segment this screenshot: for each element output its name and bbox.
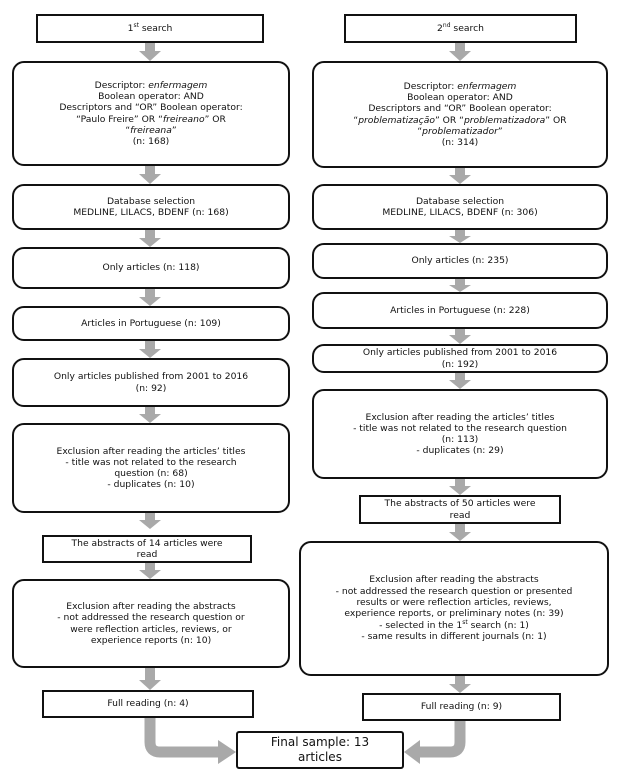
right-exclusion-titles-line2: - title was not related to the research question <box>353 422 567 434</box>
left-exclusion-abstracts-line3: were reflection articles, reviews, or <box>70 623 232 635</box>
arrow-left-5 <box>139 341 161 358</box>
left-portuguese-label: Articles in Portuguese (n: 109) <box>81 317 221 329</box>
right-full-reading-box <box>362 693 561 721</box>
right-database-box <box>312 184 608 230</box>
merge-arrow-left-head <box>218 740 236 764</box>
final-sample-box <box>236 731 404 769</box>
right-exclusion-abstracts-line2: - not addressed the research question or presented <box>335 585 573 597</box>
arrow-right-9 <box>449 676 471 693</box>
arrow-left-9 <box>139 668 161 690</box>
arrow-left-1 <box>139 43 161 61</box>
right-exclusion-abstracts-line6: - same results in different journals (n: 1) <box>361 631 547 643</box>
left-exclusion-abstracts-line2: - not addressed the research question or <box>57 612 245 624</box>
arrow-left-2 <box>139 166 161 184</box>
right-search-box <box>344 14 577 43</box>
right-published-box <box>312 344 608 373</box>
arrow-right-7 <box>449 479 471 495</box>
right-exclusion-titles-line4: - duplicates (n: 29) <box>416 445 504 457</box>
right-descriptor-line4: “problematização” OR “problematizadora” OR <box>353 114 567 126</box>
right-descriptor-line1: Descriptor: enfermagem <box>403 80 517 92</box>
right-search-label: 2nd search <box>437 22 484 35</box>
left-database-line2: MEDLINE, LILACS, BDENF (n: 168) <box>73 207 229 218</box>
right-database-line1: Database selection <box>415 195 505 207</box>
right-database-line2: MEDLINE, LILACS, BDENF (n: 306) <box>382 207 538 218</box>
right-abstracts-line2: read <box>449 509 471 521</box>
left-published-box <box>12 358 290 407</box>
left-exclusion-titles-box <box>12 423 290 513</box>
left-abstracts-box <box>42 535 252 563</box>
right-published-line1: Only articles published from 2001 to 2016 <box>362 347 558 359</box>
left-exclusion-titles-line1: Exclusion after reading the articles’ titles <box>56 445 246 457</box>
left-database-line1: Database selection <box>106 195 196 207</box>
arrow-right-2 <box>449 168 471 184</box>
arrow-right-1 <box>449 43 471 61</box>
right-exclusion-abstracts-line3: results or were reflection articles, reviews, <box>356 596 552 608</box>
left-published-line2: (n: 92) <box>135 382 167 394</box>
arrow-left-7 <box>139 513 161 529</box>
right-descriptor-line2: Boolean operator: AND <box>407 92 513 104</box>
right-descriptor-line3: Descriptors and “OR” Boolean operator: <box>368 103 552 115</box>
left-exclusion-titles-line2: - title was not related to the research <box>65 456 237 468</box>
merge-arrow-right-line <box>420 718 460 752</box>
left-descriptor-box <box>12 61 290 166</box>
left-descriptor-line2: Boolean operator: AND <box>98 91 204 103</box>
left-search-label: 1st search <box>127 22 173 35</box>
left-descriptor-line3: Descriptors and “OR” Boolean operator: <box>59 102 243 114</box>
final-sample-line1: Final sample: 13 <box>270 735 370 749</box>
merge-arrow-left-line <box>150 718 220 752</box>
left-abstracts-line2: read <box>136 549 158 560</box>
right-exclusion-abstracts-line1: Exclusion after reading the abstracts <box>369 574 539 586</box>
left-search-box <box>36 14 264 43</box>
left-database-box <box>12 184 290 230</box>
right-exclusion-titles-box <box>312 389 608 479</box>
left-exclusion-abstracts-line1: Exclusion after reading the abstracts <box>66 601 236 613</box>
right-portuguese-label: Articles in Portuguese (n: 228) <box>390 304 530 316</box>
right-portuguese-box <box>312 292 608 329</box>
arrow-right-6 <box>449 373 471 389</box>
left-exclusion-titles-line4: - duplicates (n: 10) <box>107 479 195 491</box>
arrow-left-6 <box>139 407 161 423</box>
merge-arrow-right-head <box>404 740 420 764</box>
right-published-line2: (n: 192) <box>441 358 479 370</box>
arrow-left-3 <box>139 230 161 247</box>
final-sample-line2: articles <box>298 750 342 764</box>
right-descriptor-line5: “problematizador” <box>417 125 503 137</box>
left-exclusion-abstracts-line4: experience reports (n: 10) <box>90 634 212 646</box>
right-only-articles-box <box>312 243 608 279</box>
arrow-right-8 <box>449 524 471 541</box>
right-exclusion-abstracts-box <box>299 541 609 676</box>
right-exclusion-abstracts-line4: experience reports, or preliminary notes (n: 39) <box>344 607 564 619</box>
right-descriptor-count: (n: 314) <box>441 136 479 148</box>
right-exclusion-titles-line3: (n: 113) <box>441 434 479 445</box>
arrow-left-4 <box>139 289 161 306</box>
right-abstracts-box <box>359 495 561 524</box>
left-full-reading-label: Full reading (n: 4) <box>107 698 189 710</box>
arrow-right-4 <box>449 279 471 292</box>
right-descriptor-box <box>312 61 608 168</box>
right-exclusion-titles-line1: Exclusion after reading the articles’ titles <box>365 411 555 423</box>
left-abstracts-line1: The abstracts of 14 articles were <box>71 537 223 549</box>
left-descriptor-line5: “freireana” <box>125 124 177 136</box>
left-only-articles-label: Only articles (n: 118) <box>102 262 200 274</box>
arrow-right-5 <box>449 329 471 344</box>
right-full-reading-label: Full reading (n: 9) <box>420 701 503 713</box>
right-abstracts-line1: The abstracts of 50 articles were <box>384 498 536 510</box>
left-descriptor-count: (n: 168) <box>132 135 170 147</box>
left-only-articles-box <box>12 247 290 289</box>
right-only-articles-label: Only articles (n: 235) <box>411 255 509 267</box>
left-descriptor-line1: Descriptor: enfermagem <box>94 79 208 91</box>
left-published-line1: Only articles published from 2001 to 2016 <box>53 371 249 383</box>
left-exclusion-titles-line3: question (n: 68) <box>114 468 188 479</box>
arrow-left-8 <box>139 563 161 579</box>
left-descriptor-line4: “Paulo Freire” OR “freireano” OR <box>76 113 226 125</box>
left-full-reading-box <box>42 690 254 718</box>
right-exclusion-abstracts-line5: - selected in the 1st search (n: 1) <box>379 619 529 632</box>
left-exclusion-abstracts-box <box>12 579 290 668</box>
left-portuguese-box <box>12 306 290 341</box>
arrow-right-3 <box>449 230 471 243</box>
